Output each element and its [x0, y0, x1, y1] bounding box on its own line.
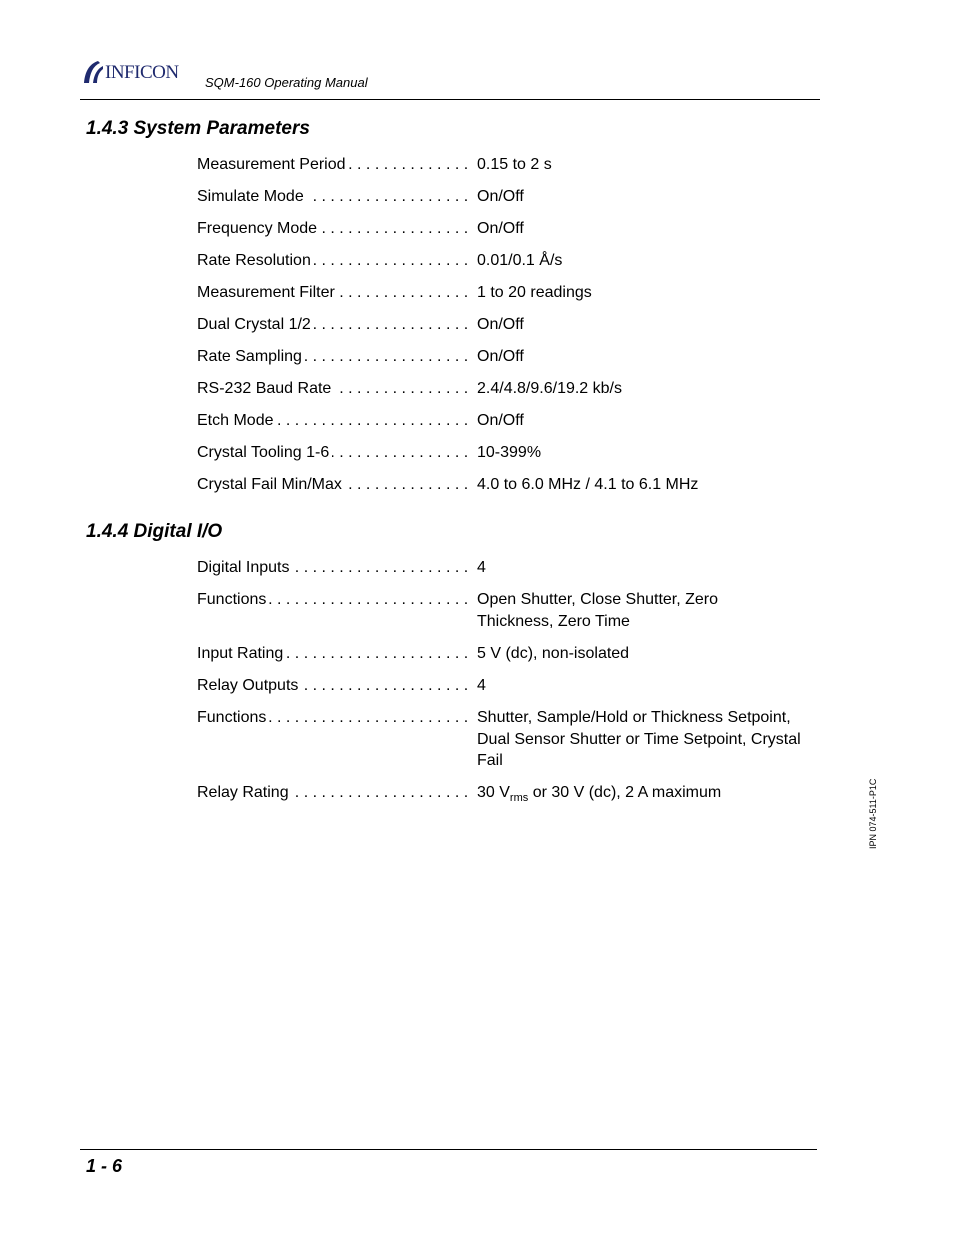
spec-value: 1 to 20 readings [477, 284, 592, 301]
spec-label: Rate Resolution [197, 252, 314, 269]
spec-label: Digital Inputs [197, 559, 293, 576]
spec-row [197, 186, 837, 218]
spec-label: Crystal Tooling 1-6 [197, 444, 332, 461]
logo-wordmark: INFICON [105, 61, 179, 83]
spec-row [197, 474, 837, 506]
spec-value [477, 782, 827, 804]
spec-value: 4.0 to 6.0 MHz / 4.1 to 6.1 MHz [477, 476, 699, 493]
spec-row [197, 643, 837, 675]
spec-row [197, 782, 837, 814]
spec-label: Frequency Mode [197, 220, 320, 237]
inficon-swoosh-icon [82, 60, 104, 84]
spec-label: Etch Mode [197, 412, 276, 429]
spec-row [197, 442, 837, 474]
spec-label: Rate Sampling [197, 348, 305, 365]
spec-row [197, 557, 837, 589]
spec-label: Measurement Period [197, 156, 349, 173]
page-number: 1 - 6 [86, 1156, 123, 1176]
footer-rule [80, 1149, 817, 1150]
spec-value: 4 [477, 677, 486, 694]
spec-label: Functions [197, 591, 269, 608]
spec-label: Dual Crystal 1/2 [197, 316, 314, 333]
spec-value: Open Shutter, Close Shutter, Zero Thickness, Zero Time [477, 591, 719, 630]
section-heading-digital-io: 1.4.4 Digital I/O [86, 521, 223, 542]
spec-value: On/Off [477, 348, 524, 365]
spec-value: Shutter, Sample/Hold or Thickness Setpoint, Dual Sensor Shutter or Time Setpoint, Crystal Fail [477, 709, 801, 769]
document-part-number: IPN 074-511-P1C [868, 778, 878, 849]
spec-value: 10-399% [477, 444, 542, 461]
header-rule [80, 99, 820, 100]
spec-label: RS-232 Baud Rate [197, 380, 334, 397]
spec-label: Relay Outputs [197, 677, 301, 694]
spec-row [197, 250, 837, 282]
spec-row [197, 314, 837, 346]
spec-label: Crystal Fail Min/Max [197, 476, 345, 493]
spec-value: 2.4/4.8/9.6/19.2 kb/s [477, 380, 622, 397]
spec-value: 0.01/0.1 Å/s [477, 252, 563, 269]
spec-row [197, 410, 837, 442]
spec-row [197, 675, 837, 707]
spec-row [197, 346, 837, 378]
spec-value-suffix: or 30 V (dc), 2 A maximum [528, 784, 722, 801]
spec-value-prefix: 30 V [477, 784, 510, 801]
section-heading-system-parameters: 1.4.3 System Parameters [86, 118, 310, 139]
inficon-logo [82, 60, 179, 84]
spec-value: On/Off [477, 316, 524, 333]
spec-row [197, 282, 837, 314]
spec-value: On/Off [477, 220, 524, 237]
manual-title: SQM-160 Operating Manual [205, 75, 368, 90]
spec-label: Functions [197, 709, 269, 726]
spec-value-subscript: rms [509, 792, 529, 804]
digital-io-list [197, 557, 837, 814]
spec-row [197, 589, 837, 643]
spec-label: Simulate Mode [197, 188, 307, 205]
spec-row [197, 378, 837, 410]
spec-value: On/Off [477, 188, 524, 205]
spec-row [197, 707, 837, 782]
spec-row [197, 218, 837, 250]
spec-value: 5 V (dc), non-isolated [477, 645, 630, 662]
spec-value: On/Off [477, 412, 524, 429]
spec-value: 4 [477, 559, 486, 576]
spec-label: Input Rating [197, 645, 286, 662]
system-parameters-list [197, 154, 837, 506]
spec-label: Relay Rating [197, 784, 292, 801]
spec-row [197, 154, 837, 186]
spec-value: 0.15 to 2 s [477, 156, 552, 173]
spec-label: Measurement Filter [197, 284, 338, 301]
